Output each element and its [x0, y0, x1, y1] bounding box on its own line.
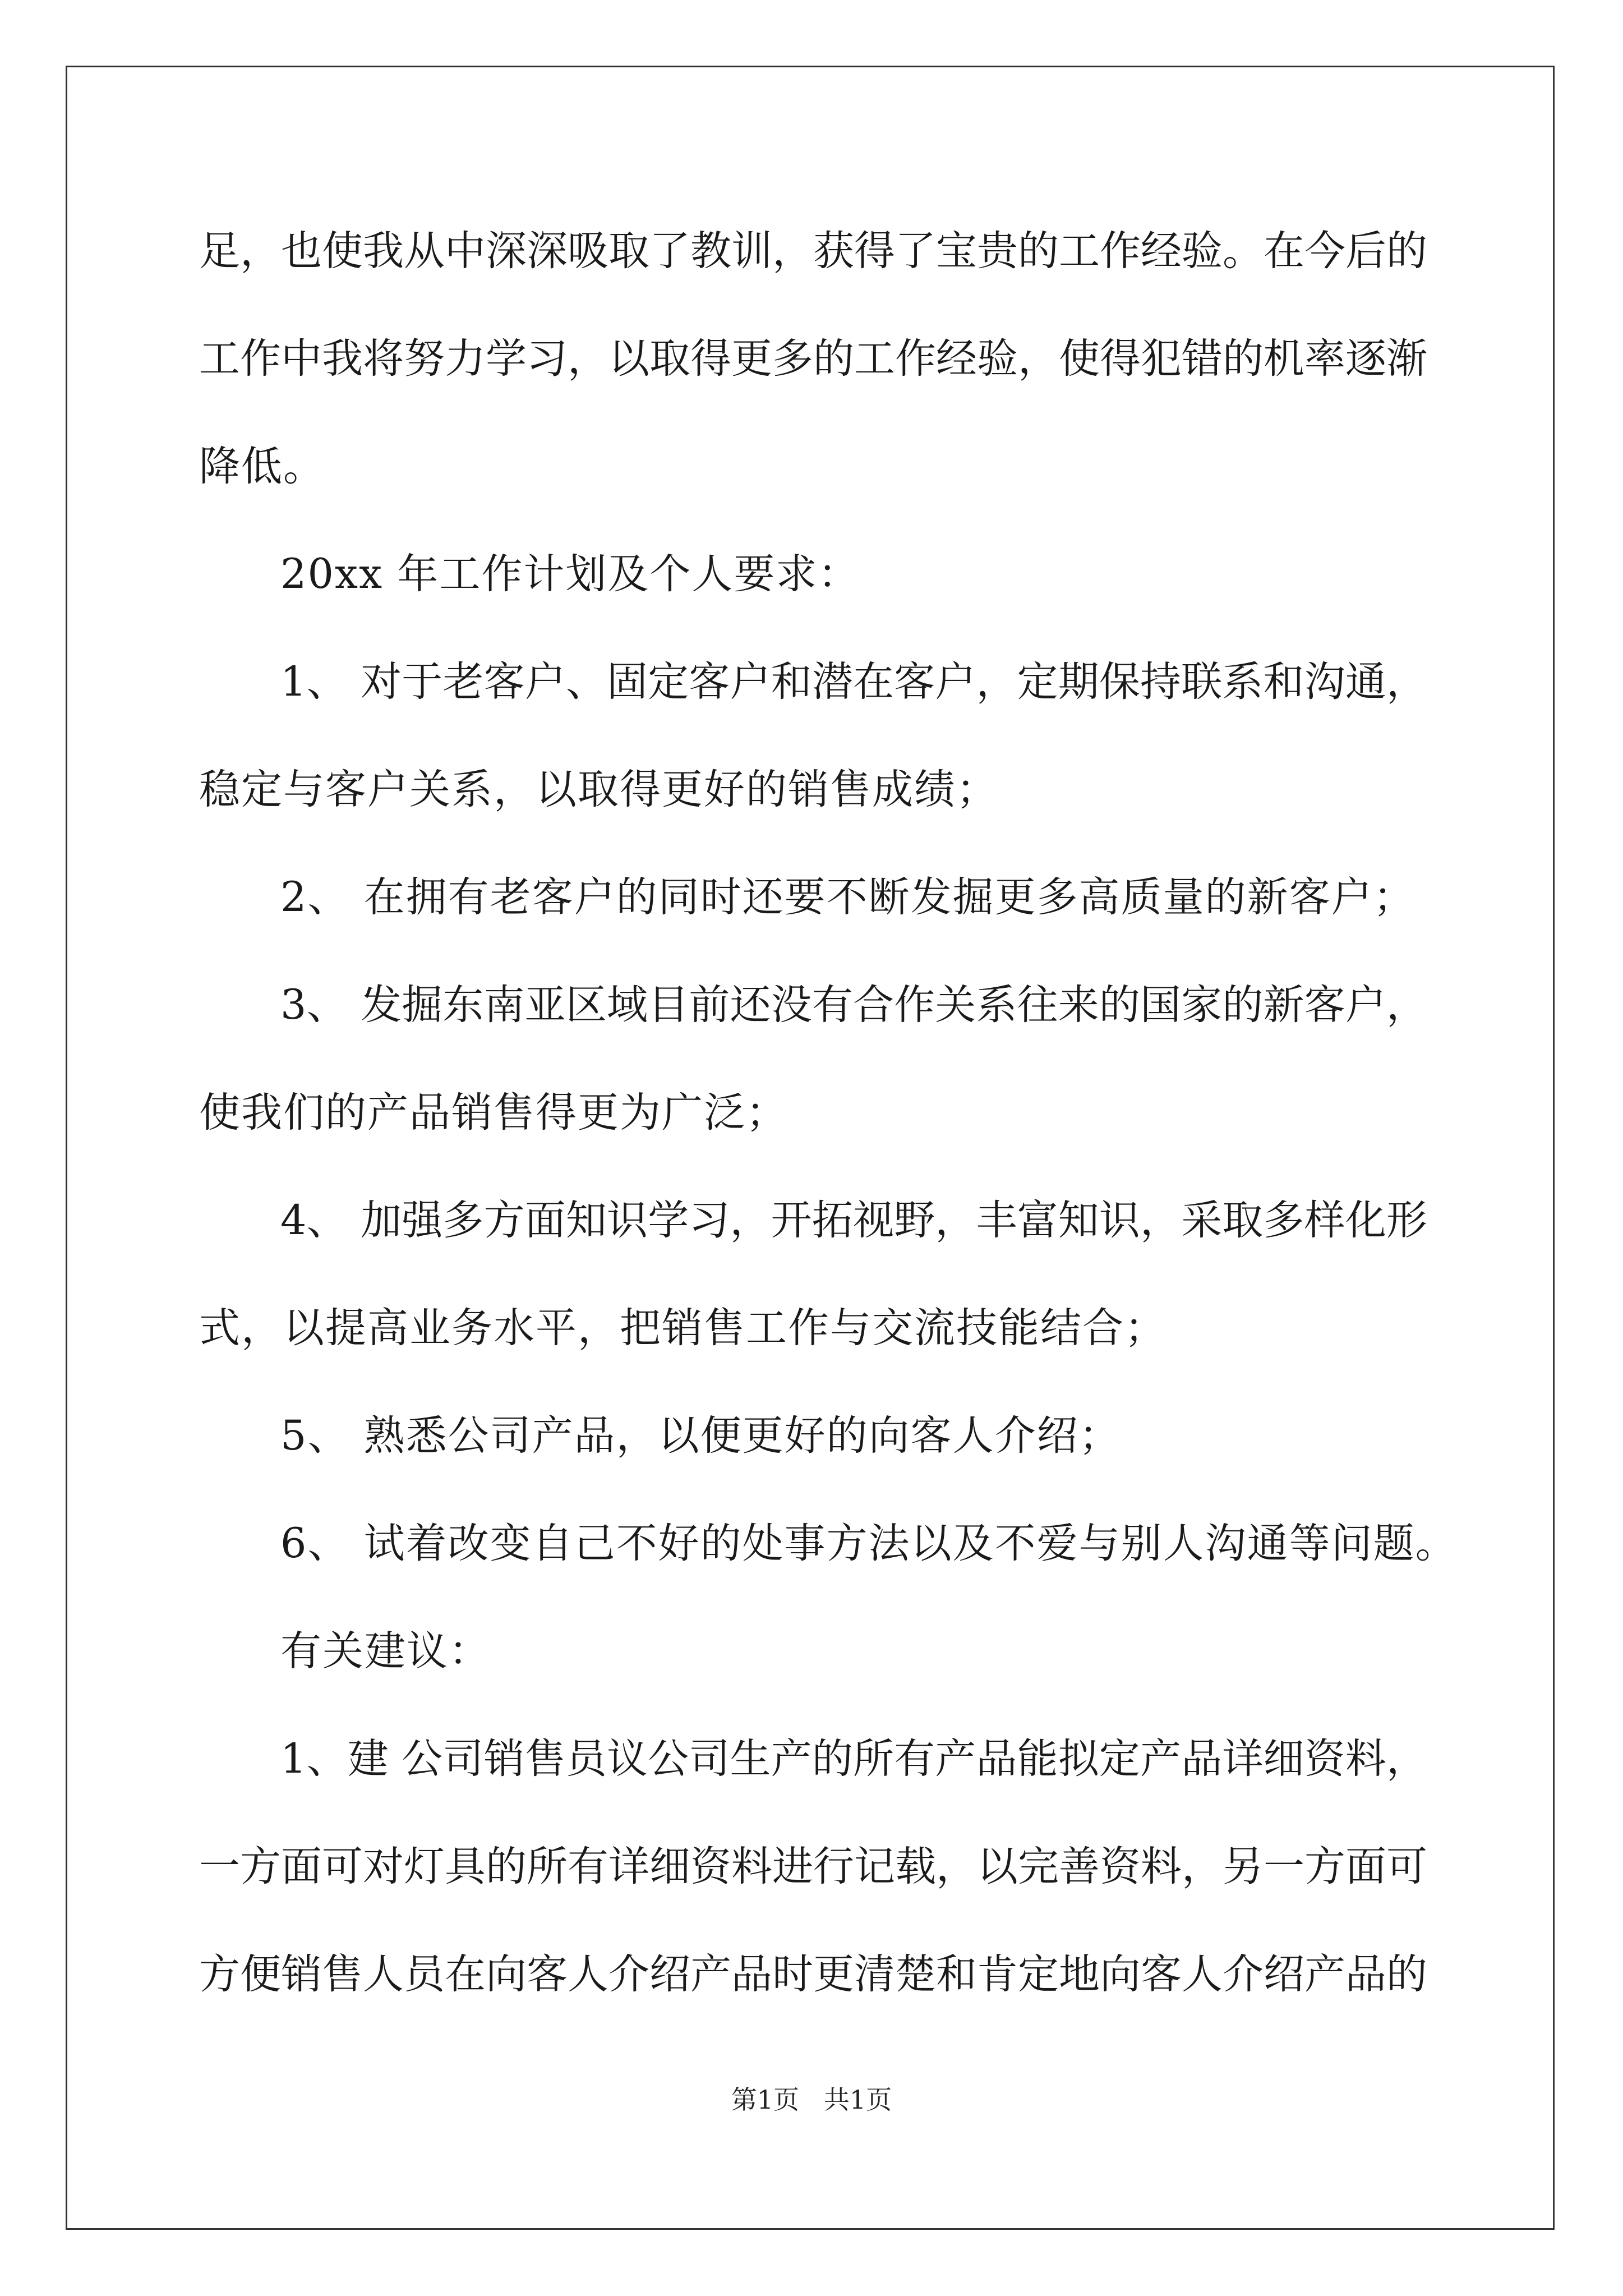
text-line-3: 降低。 — [199, 443, 325, 490]
text-line-14: 有关建议： — [280, 1627, 491, 1675]
page-footer: 第1页 共1页 — [731, 2085, 892, 2115]
text-line-1: 足，也使我从中深深吸取了教训，获得了宝贵的工作经验。在今后的 — [199, 227, 1427, 275]
text-line-6: 稳定与客户关系，以取得更好的销售成绩； — [199, 766, 998, 813]
text-line-9: 使我们的产品销售得更为广泛； — [199, 1089, 788, 1137]
text-line-12: 5、 熟悉公司产品，以便更好的向客人介绍； — [280, 1412, 1121, 1460]
text-line-4: 20xx 年工作计划及个人要求： — [280, 550, 860, 598]
text-line-5: 1、 对于老客户、固定客户和潜在客户，定期保持联系和沟通， — [280, 658, 1427, 706]
text-line-10: 4、 加强多方面知识学习，开拓视野，丰富知识，采取多样化形 — [280, 1197, 1427, 1244]
text-line-7: 2、 在拥有老客户的同时还要不断发掘更多高质量的新客户； — [280, 873, 1415, 921]
text-line-11: 式，以提高业务水平，把销售工作与交流技能结合； — [199, 1304, 1166, 1352]
page-border — [66, 66, 1555, 2230]
text-line-13: 6、 试着改变自己不好的处事方法以及不爱与别人沟通等问题。 — [280, 1520, 1458, 1567]
text-line-15: 1、建 公司销售员议公司生产的所有产品能拟定产品详细资料， — [280, 1735, 1427, 1783]
text-line-8: 3、 发掘东南亚区域目前还没有合作关系往来的国家的新客户， — [280, 981, 1427, 1029]
text-line-2: 工作中我将努力学习，以取得更多的工作经验，使得犯错的机率逐渐 — [199, 335, 1427, 383]
text-line-16: 一方面可对灯具的所有详细资料进行记载，以完善资料，另一方面可 — [199, 1843, 1427, 1890]
text-line-17: 方便销售人员在向客人介绍产品时更清楚和肯定地向客人介绍产品的 — [199, 1950, 1427, 1998]
